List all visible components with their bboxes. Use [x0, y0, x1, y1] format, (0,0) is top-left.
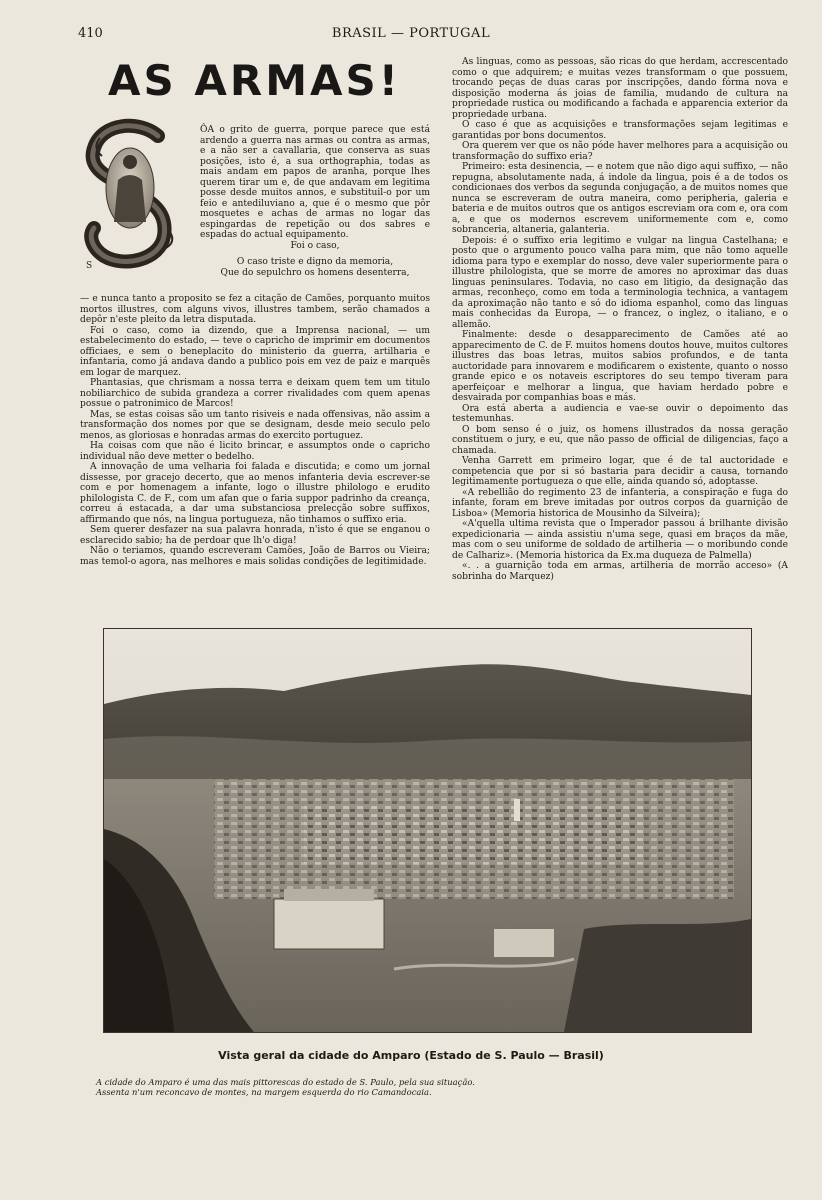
left-paragraph: Foi o caso, como ia dizendo, que a Imprensa nacional, — um estabelecimento do estado, — teve o capricho de imprimir em documentos officiaes, e sem o beneplacito do ministerio da guerra, artilharia e infantaria, como já andava dando a publico pois em vez de paiz e marquês em logar de marquez.: [80, 325, 430, 378]
left-paragraph: — e nunca tanto a proposito se fez a citação de Camões, porquanto muitos mortos illustres, com alguns vivos, illustres tambem, serão chamados a depôr n'este pleito da letra disputada.: [80, 294, 430, 325]
left-paragraph: Mas, se estas coisas são um tanto risiveis e nada offensivas, não assim a transformação dos nomes por que se designam, desde meio seculo pelo menos, as gloriosas e honradas armas do exercito portuguez.: [80, 409, 430, 441]
left-column-body: [80, 294, 430, 567]
right-paragraph: «. . a guarnição toda em armas, artilheria de morrão acceso» (A sobrinha do Marquez): [452, 561, 788, 582]
caption-line: Assenta n'um reconcavo de montes, na margem esquerda do rio Camandocaia.: [96, 1087, 432, 1097]
caption-line: A cidade do Amparo é uma das mais pittorescas do estado de S. Paulo, pela sua situação.: [96, 1077, 475, 1087]
opening-paragraph-block: [200, 125, 430, 278]
verse-line-1: O caso triste e digno da memoria,: [236, 257, 394, 267]
left-paragraph: Não o teriamos, quando escreveram Camões, João de Barros ou Vieira; mas temol-o agora, nas melhores e mais solidas condições de legitimidade.: [80, 546, 430, 567]
right-paragraph: Ora querem ver que os não póde haver melhores para a acquisição ou transformação do suffixo eria?: [452, 141, 788, 162]
verse-line-2: Que do sepulchro os homens desenterra,: [220, 267, 410, 278]
right-paragraph: Finalmente: desde o desapparecimento de Camões até ao apparecimento de C. de F. muitos homens doutos houve, muitos cultores illustres das boas letras, muitos sabios profundos, e de tanta auctoridade para innovarem e modificarem o existente, quanto o nosso grande epico e os notaveis escriptores do seu tempo tiveram para aperfeiçoar e melhorar a lingua, que haviam herdado pobre e desvairada por companhias boas e más.: [452, 330, 788, 403]
town-panorama-photo: [103, 628, 752, 1033]
left-paragraph: Ha coisas com que não é licito brincar, e assumptos onde o capricho individual não deve metter o bedelho.: [80, 441, 430, 462]
left-paragraph: Sem querer desfazer na sua palavra honrada, n'isto é que se enganou o esclarecido sabio; ha de perdoar que lh'o diga!: [80, 525, 430, 546]
right-paragraph: Ora está aberta a audiencia e vae-se ouvir o depoimento das testemunhas.: [452, 403, 788, 424]
right-paragraph: «A'quella ultima revista que o Imperador passou á brilhante divisão expedicionaria — ainda assistiu n'uma sege, quasi em braços da mãe, mas com o seu uniforme de soldado de artilheria — o moribundo conde de Calhariz». (Memoria historica da Ex.ma duqueza de Palmella): [452, 519, 788, 561]
right-paragraph: «A rebellião do regimento 23 de infanteria, a conspiração e fuga do infante, foram em breve imitadas por outros corpos da guarnição de Lisboa» (Memoria historica de Mousinho da Silveira);: [452, 487, 788, 519]
initial-letter-glyph: S: [86, 261, 93, 270]
opening-continuation: Foi o caso,: [290, 240, 340, 251]
right-column-body: [452, 57, 788, 582]
right-paragraph: Depois: é o suffixo eria legitimo e vulgar na lingua Castelhana; e posto que o argumento pouco valha para mim, que não tomo aquelle idioma para typo e exemplar do nosso, deve valer superiormente para o illustre philologista, que se morre de amores no aproximar das duas linguas peninsulares. Todavia, no caso em litigio, da designação das armas, reconheço, como em toda a terminologia technica, a vantagem da aproximação não tanto e só do idioma espanhol, como das linguas mais conhecidas da Europa, — o francez, o inglez, o italiano, e o allemão.: [452, 235, 788, 330]
right-paragraph: O caso é que as acquisições e transformações sejam legitimas e garantidas por bons documentos.: [452, 120, 788, 141]
panorama-illustration: [104, 629, 751, 1032]
article-headline: AS ARMAS!: [108, 56, 401, 105]
page-number: 410: [78, 26, 103, 41]
left-paragraph: A innovação de uma velharia foi falada e discutida; e como um jornal dissesse, por gracejo decerto, que ao menos infanteria devia escrever-se com e por homenagem a infante, logo o illustre philologo e erudito philologista C. de F., com um afan que o faria suppor padrinho da creança, correu á estacada, a dar uma substanciosa prelecção sobre suffixos, affirmando que nós, na lingua portugueza, não tinhamos o suffixo eria.: [80, 462, 430, 525]
photo-caption-note: [96, 1077, 526, 1097]
running-title: BRASIL — PORTUGAL: [331, 26, 491, 41]
initial-letter-illustration: [80, 118, 182, 270]
right-paragraph: Venha Garrett em primeiro logar, que é de tal auctoridade e competencia que por si só bastaria para decidir a causa, tornando legitimamente portugueza o que elle, ainda quando só, adoptasse.: [452, 456, 788, 487]
photo-caption-title: Vista geral da cidade do Amparo (Estado de S. Paulo — Brasil): [218, 1049, 604, 1062]
decorated-initial: [80, 118, 182, 270]
opening-paragraph: ÔA o grito de guerra, porque parece que está ardendo a guerra nas armas ou contra as armas, e a não ser a cavallaria, que conserva as suas posições, isto é, a sua orthographia, todas as mais andam em papos de aranha, porque lhes querem tirar um e, de que andavam em legitima posse desde muitos annos, e substituil-o por um feio e antediluviano a, que é o mesmo que pôr mosquetes e achas de armas no logar das espingardas de repetição ou dos sabres e espadas do actual equipamento.: [200, 125, 430, 240]
left-paragraph: Phantasias, que chrismam a nossa terra e deixam quem tem um titulo nobiliarchico de subida grandeza a correr rivalidades com quem apenas possue o patronimico de Marcos!: [80, 378, 430, 409]
right-paragraph: As linguas, como as pessoas, são ricas do que herdam, accrescentado como o que adquirem; e muitas vezes transformam o que possuem, trocando peças de duas caras por inscripções, dando fórma nova e disposição moderna ás joias de familia, mudando de cultura na propriedade rustica ou modificando a fachada e apparencia exterior da propriedade urbana.: [452, 57, 788, 120]
right-paragraph: Primeiro: esta desinencia, — e notem que não digo aqui suffixo, — não repugna, absolutamente nada, á indole da lingua, pois é a de todos os condicionaes dos verbos da segunda conjugação, a de muitos nomes que nunca se escreveram de outra maneira, como peripheria, galeria e bateria e de muitos outros que os antigos escreviam ora com e, ora com a, e que os modernos escrevem uniformemente com e, como sobranceria, altaneria, galanteria.: [452, 162, 788, 235]
right-paragraph: O bom senso é o juiz, os homens illustrados da nossa geração constituem o jury, e eu, que não passo de official de diligencias, faço a chamada.: [452, 424, 788, 456]
